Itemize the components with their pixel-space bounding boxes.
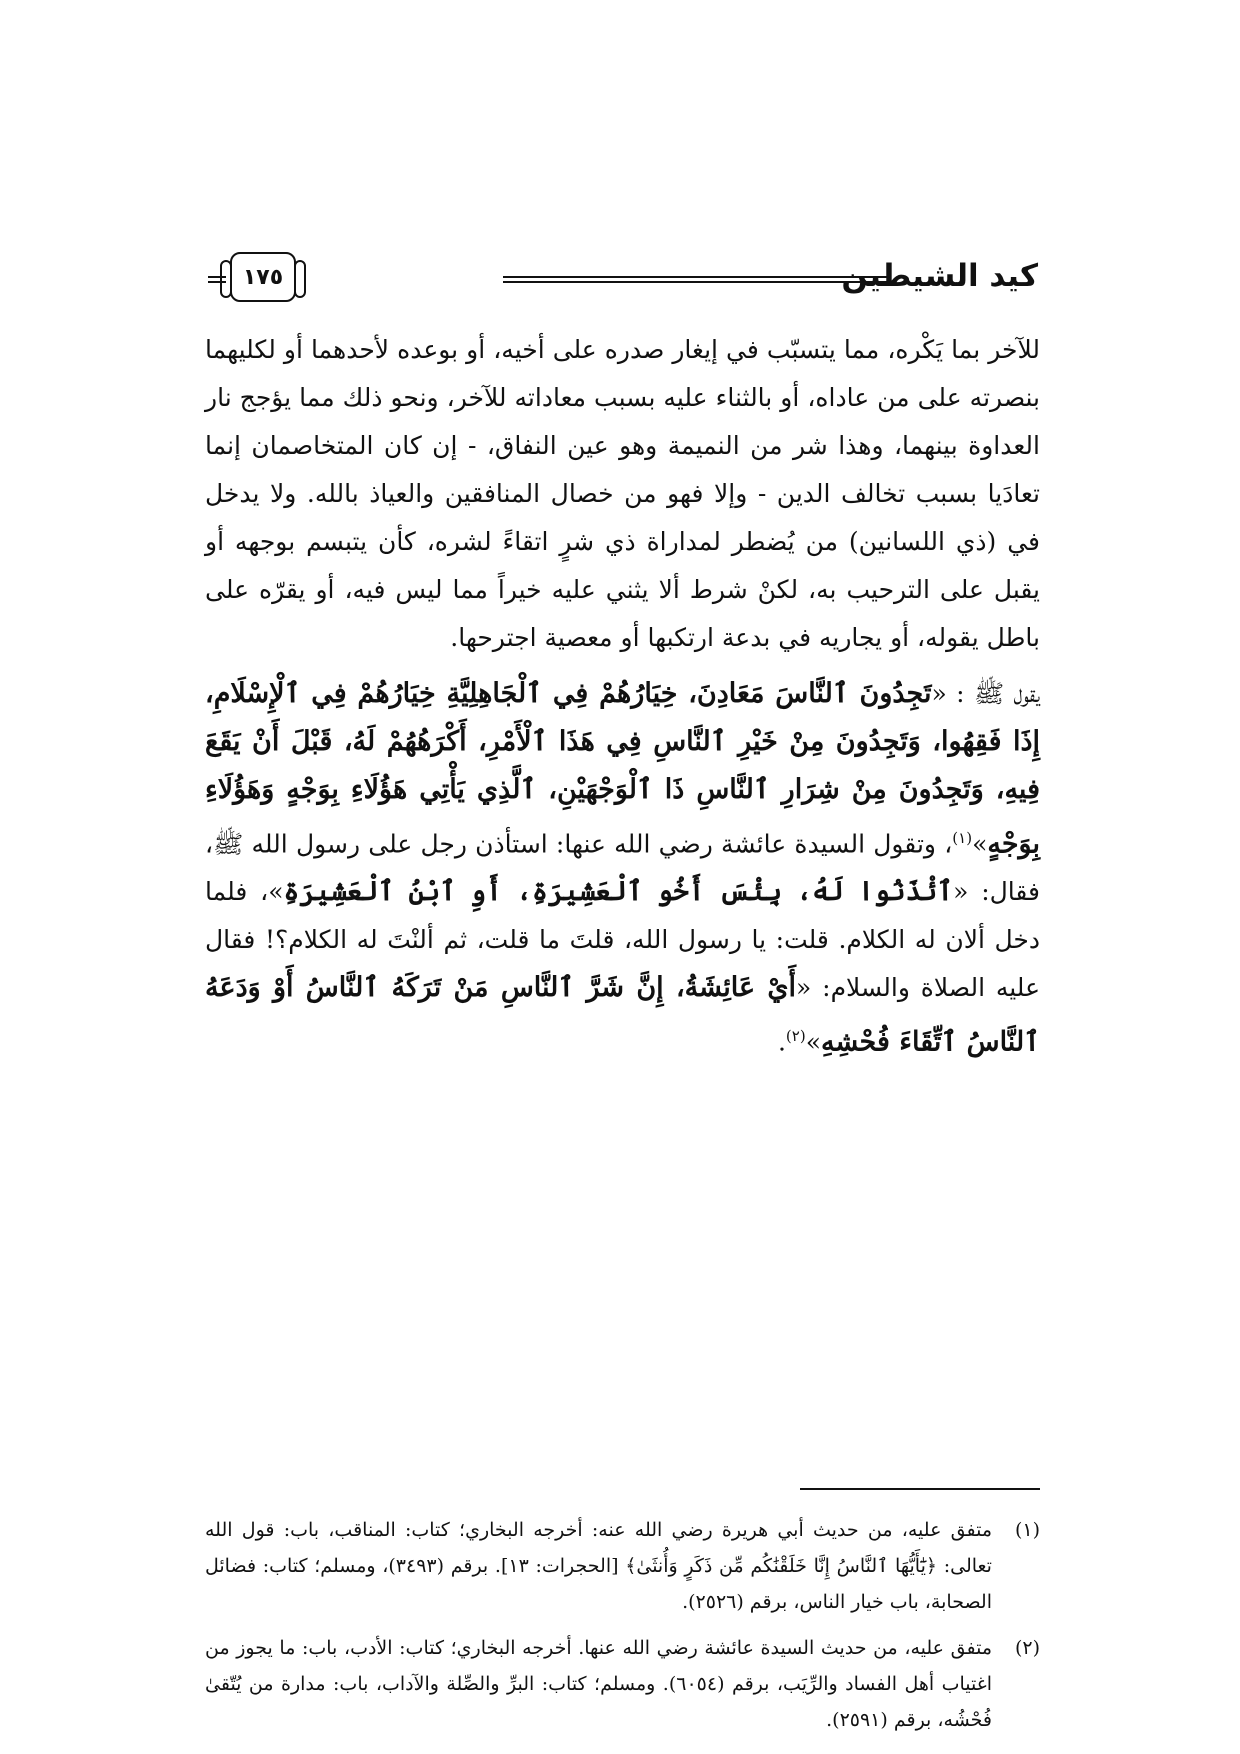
text-run: » <box>805 1027 821 1057</box>
footnote-number: (٢) <box>1014 1637 1040 1659</box>
text-run: » <box>972 829 988 859</box>
hadith-quote: أَيْ عَائِشَةُ، إِنَّ شَرَّ ٱلنَّاسِ مَنْ تَرَكَهُ ٱلنَّاسُ أَوْ وَدَعَهُ ٱلنَّاسُ ٱتِّقَاءَ فُحْشِهِ <box>205 972 1040 1058</box>
hadith-quote: ٱئْذَنُوا لَهُ، بِئْسَ أَخُو ٱلْعَشِيرَةِ، أَوِ ٱبْنُ ٱلْعَشِيرَةِ <box>283 876 954 908</box>
footnote <box>205 1512 1040 1620</box>
page-number-frame <box>230 252 296 302</box>
footnote-text: متفق عليه، من حديث السيدة عائشة رضي الله عنها. أخرجه البخاري؛ كتاب: الأدب، باب: ما يجوز من اغتياب أهل الفساد والرِّيَب، برقم (٦٠٥٤). ومسلم؛ كتاب: البرِّ والصِّلة والآداب، باب: مدارة من يُتّقىٰ فُحْشُه، برقم (٢٥٩١). <box>205 1637 992 1731</box>
footnote-ref[interactable]: (١) <box>952 829 973 847</box>
main-text <box>205 326 1040 1067</box>
header-rule <box>503 276 888 283</box>
footnote-ref[interactable]: (٢) <box>785 1027 806 1046</box>
text-run: ، وتقول السيدة عائشة رضي الله عنها: استأذن رجل على رسول الله ﷺ، فقال: « <box>205 829 1040 907</box>
footnote <box>205 1630 1040 1738</box>
paragraph: للآخر بما يَكْره، مما يتسبّب في إيغار صدره على أخيه، أو بوعده لأحدهما أو لكليهما بنصرته على من عاداه، أو بالثناء عليه بسبب معاداته للآخر، ونحو ذلك مما يؤجج نار العداوة بينهما، وهذا شر من النميمة وهو عين النفاق، - إن كان المتخاصمان إنما تعادَيا بسبب تخالف الدين - وإلا فهو من خصال المنافقين والعياذ بالله. ولا يدخل في (ذي اللسانين) من يُضطر لمداراة ذي شرٍ اتقاءً لشره، كأن يتبسم بوجهه أو يقبل على الترحيب به، لكنْ شرط ألا يثني عليه خيراً مما ليس فيه، أو يقرّه على باطل يقوله، أو يجاريه في بدعة ارتكبها أو معصية اجترحها. <box>205 335 1040 652</box>
text-run: »، فلما دخل ألان له الكلام. قلت: يا رسول الله، قلتَ ما قلت، ثم ألنْتَ له الكلام؟! فقال عليه الصلاة والسلام: « <box>205 877 1041 1003</box>
page-number: ١٧٥ <box>242 264 284 290</box>
footnote-number: (١) <box>1014 1519 1040 1541</box>
text-run: . <box>777 1027 786 1057</box>
footnote-text: متفق عليه، من حديث أبي هريرة رضي الله عنه: أخرجه البخاري؛ كتاب: المناقب، باب: قول الله تعالى: ﴿يَٰٓأَيُّهَا ٱلنَّاسُ إِنَّا خَلَقْنَٰكُم مِّن ذَكَرٍ وَأُنثَىٰ﴾ [الحجرات: ١٣]. برقم (٣٤٩٣)، ومسلم؛ كتاب: فضائل الصحابة، باب خيار الناس، برقم (٢٥٢٦). <box>205 1519 993 1613</box>
hadith-quote: تَجِدُونَ ٱلنَّاسَ مَعَادِنَ، خِيَارُهُمْ فِي ٱلْجَاهِلِيَّةِ خِيَارُهُمْ فِي ٱلْإِسْلَامِ، إِذَا فَقِهُوا، وَتَجِدُونَ مِنْ خَيْرِ ٱلنَّاسِ فِي هَذَا ٱلْأَمْرِ، أَكْرَهُهُمْ لَهُ، قَبْلَ أَنْ يَقَعَ فِيهِ، وَتَجِدُونَ مِنْ شِرَارِ ٱلنَّاسِ ذَا ٱلْوَجْهَيْنِ، ٱلَّذِي يَأْتِي هَؤُلَاءِ بِوَجْهٍ وَهَؤُلَاءِ بِوَجْهٍ <box>205 678 1040 860</box>
footnotes <box>205 1512 1040 1748</box>
header-rule-left <box>208 276 226 283</box>
page-header <box>208 250 1038 310</box>
text-run: يقول ﷺ : « <box>931 679 1041 708</box>
paragraph-hadith <box>205 670 1040 1067</box>
footnote-divider <box>800 1488 1040 1490</box>
book-title: كيد الشيطين <box>841 258 1038 294</box>
